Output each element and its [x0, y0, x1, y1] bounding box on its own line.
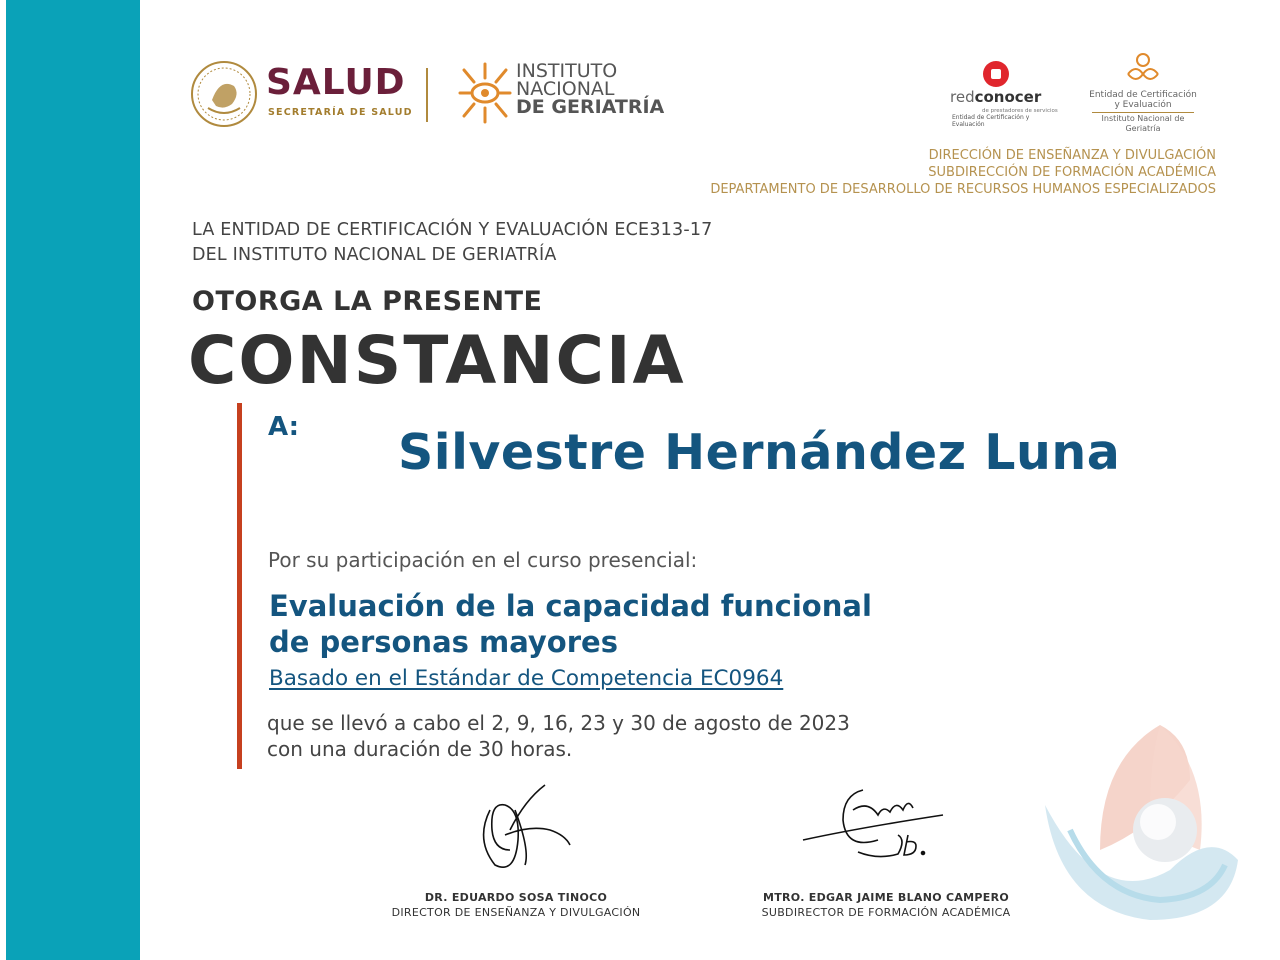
issuing-entity	[192, 218, 713, 268]
department-line-3: DEPARTAMENTO DE DESARROLLO DE RECURSOS HUMANOS ESPECIALIZADOS	[710, 182, 1216, 197]
entity-line-1: LA ENTIDAD DE CERTIFICACIÓN Y EVALUACIÓN ECE313-17	[192, 220, 713, 240]
ece-logo	[1088, 52, 1198, 133]
logo-divider	[426, 68, 428, 122]
signature-blano-campero	[798, 780, 948, 880]
ece-line-3: Instituto Nacional de Geriatría	[1092, 112, 1194, 134]
course-dates	[267, 710, 850, 762]
course-title-line-2: de personas mayores	[269, 625, 618, 659]
redconocer-caption: Entidad de Certificación y Evaluación	[952, 114, 1030, 128]
department-heading	[710, 147, 1216, 198]
inger-wordmark	[516, 62, 664, 116]
ece-line-2: y Evaluación	[1114, 100, 1172, 110]
national-seal-icon	[190, 60, 258, 128]
grants-text: OTORGA LA PRESENTE	[192, 286, 543, 317]
signatory-1-role: DIRECTOR DE ENSEÑANZA Y DIVULGACIÓN	[391, 906, 641, 919]
to-label: A:	[268, 412, 300, 442]
recipient-name: Silvestre Hernández Luna	[398, 424, 1121, 481]
course-title	[269, 588, 872, 660]
teal-band	[6, 0, 140, 960]
lotus-pearl-decoration	[1040, 720, 1240, 930]
signatory-1	[366, 890, 666, 920]
salud-subtitle: SECRETARÍA DE SALUD	[268, 107, 413, 118]
side-band	[0, 0, 140, 960]
redconocer-wordmark: redconocer	[950, 88, 1042, 106]
department-line-1: DIRECCIÓN DE ENSEÑANZA Y DIVULGACIÓN	[928, 148, 1216, 163]
ece-emblem-icon	[1118, 52, 1168, 86]
inger-line-2: NACIONAL	[516, 78, 615, 100]
signature-sosa-tinoco	[470, 780, 580, 880]
signatory-1-name: DR. EDUARDO SOSA TINOCO	[424, 891, 608, 904]
salud-wordmark: SALUD	[266, 62, 406, 103]
competency-standard-link[interactable]: Basado en el Estándar de Competencia EC0964	[269, 666, 784, 691]
course-title-line-1: Evaluación de la capacidad funcional	[269, 589, 872, 623]
participation-intro: Por su participación en el curso presencial:	[268, 548, 698, 572]
certificate-title: CONSTANCIA	[188, 322, 686, 399]
redconocer-mark-icon	[978, 60, 1014, 90]
entity-line-2: DEL INSTITUTO NACIONAL DE GERIATRÍA	[192, 245, 557, 265]
salud-inger-logos	[190, 60, 670, 130]
redconocer-subtitle: de prestadores de servicios	[982, 108, 1058, 114]
signatory-2-name: MTRO. EDGAR JAIME BLANO CAMPERO	[762, 891, 1010, 904]
signatory-2	[736, 890, 1036, 920]
inger-line-3: DE GERIATRÍA	[516, 96, 665, 118]
inger-emblem-icon	[456, 60, 514, 126]
department-line-2: SUBDIRECCIÓN DE FORMACIÓN ACADÉMICA	[928, 165, 1216, 180]
accent-line	[237, 403, 242, 769]
inger-line-1: INSTITUTO	[516, 60, 618, 82]
ece-line-1: Entidad de Certificación	[1089, 90, 1197, 100]
dates-line-1: que se llevó a cabo el 2, 9, 16, 23 y 30 de agosto de 2023	[267, 711, 850, 735]
dates-line-2: con una duración de 30 horas.	[267, 737, 573, 761]
signatory-2-role: SUBDIRECTOR DE FORMACIÓN ACADÉMICA	[761, 906, 1011, 919]
redconocer-logo	[948, 60, 1058, 128]
